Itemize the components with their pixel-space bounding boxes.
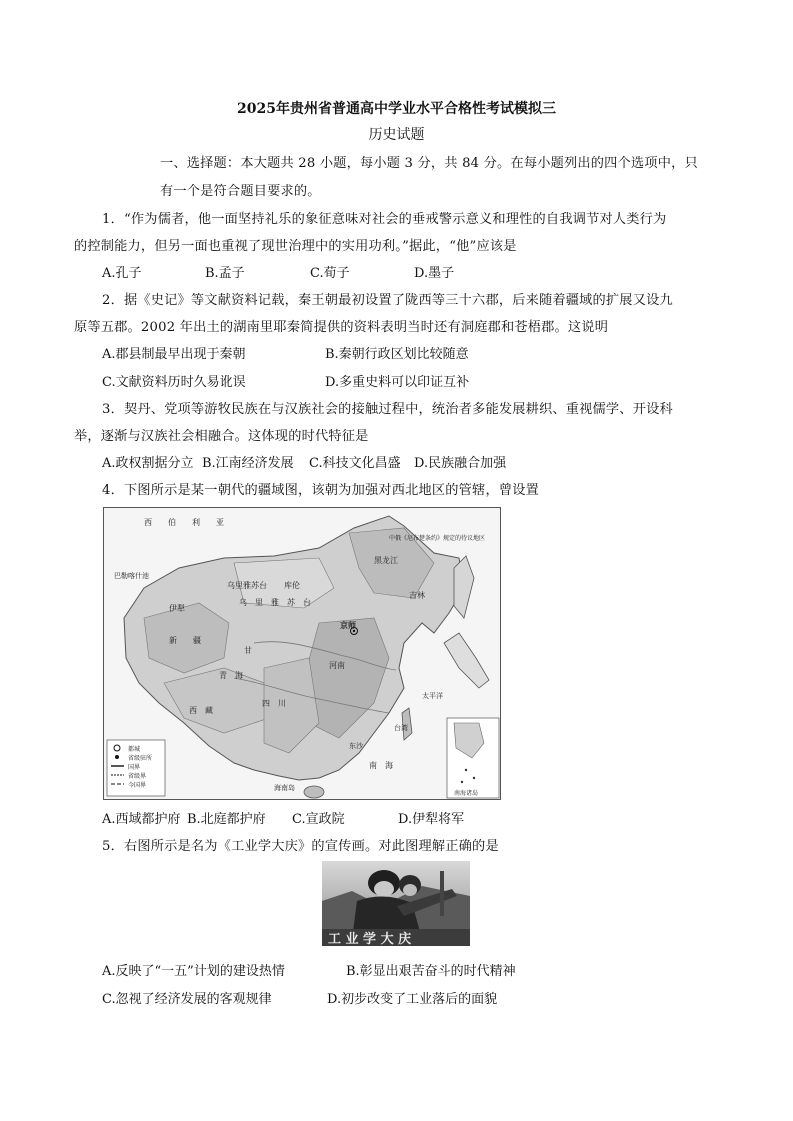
question-4-option-a[interactable]: A.西域都护府 [102,812,181,827]
question-1-stem-1: 1．“作为儒者，他一面坚持礼乐的象征意味对社会的垂戒警示意义和理性的自我调节对人类行为 [102,212,667,227]
question-4-option-d[interactable]: D.伊犁将军 [398,812,465,827]
map-label-wuliyasutai: 乌 里 雅 苏 台 [239,598,311,607]
question-4-stem: 4．下图所示是某一朝代的疆域图，该朝为加强对西北地区的管辖，曾设置 [102,483,539,498]
qing-territory-map [103,507,501,800]
map-label-pacific: 太平洋 [422,692,443,700]
question-2-stem-1: 2．据《史记》等文献资料记载，秦王朝最初设置了陇西等三十六郡，后来随着疆域的扩展又设九 [102,293,673,308]
map-label-taiwan: 台湾 [394,724,408,732]
legend-province-border: 省级界 [128,773,147,780]
instructions-line-1: 一、选择题：本大题共 28 小题，每小题 3 分，共 84 分。在每小题列出的四个选项中，只 [160,156,698,171]
question-3-option-c[interactable]: C.科技文化昌盛 [309,456,401,471]
map-label-henan: 河南 [329,661,345,670]
map-label-xizang: 西 藏 [189,706,213,715]
question-2-option-a[interactable]: A.郡县制最早出现于秦朝 [102,347,246,362]
question-5-option-b[interactable]: B.彰显出艰苦奋斗的时代精神 [346,964,516,979]
map-label-jilin: 吉林 [409,591,425,600]
map-label-yili: 伊犁 [169,604,185,613]
legend-border: 国界 [128,764,141,771]
question-5-option-a[interactable]: A.反映了“一五”计划的建设热情 [102,964,285,979]
map-label-gansu: 甘 [244,646,252,655]
legend-coast: 今国界 [128,782,147,789]
map-label-heilongjiang: 黑龙江 [374,556,398,565]
map-label-beijing: 京师 [340,621,356,630]
question-1-option-a[interactable]: A.孔子 [102,266,142,281]
map-label-nanhai: 南 海 [369,761,393,770]
question-3-stem-1: 3．契丹、党项等游牧民族在与汉族社会的接触过程中，统治者多能发展耕织、重视儒学、开设科 [102,402,673,417]
question-3-option-a[interactable]: A.政权割据分立 [102,456,194,471]
map-label-treaty: 中俄《尼布楚条约》规定的待议地区 [389,535,486,542]
question-5-option-d[interactable]: D.初步改变了工业落后的面貌 [327,992,498,1007]
question-3-option-d[interactable]: D.民族融合加强 [414,456,507,471]
question-1-option-b[interactable]: B.孟子 [205,266,245,281]
question-1-option-d[interactable]: D.墨子 [414,266,455,281]
legend-province: 省级驻所 [128,755,153,762]
map-label-uliastai: 乌里雅苏台 [227,581,267,590]
question-2-option-c[interactable]: C.文献资料历时久易讹误 [102,375,246,390]
map-label-kulun: 库伦 [284,581,300,590]
question-4-option-c[interactable]: C.宣政院 [292,812,345,827]
legend-capital: 都城 [128,746,141,753]
question-4-option-b[interactable]: B.北庭都护府 [187,812,266,827]
map-label-sichuan: 四 川 [262,699,286,708]
poster-caption: 工 业 学 大 庆 [328,932,412,946]
instructions-line-2: 有一个是符合题目要求的。 [160,184,321,199]
inset-label: 南海诸岛 [454,790,479,797]
map-label-hainan: 海南岛 [274,784,295,792]
question-1-stem-2: 的控制能力，但另一面也重视了现世治理中的实用功利。”据此，“他”应该是 [74,239,517,254]
map-label-balkhash: 巴勒喀什池 [114,572,149,580]
question-5-stem: 5．右图所示是名为《工业学大庆》的宣传画。对此图理解正确的是 [102,839,499,854]
map-label-siberia: 西 伯 利 亚 [144,518,224,527]
exam-subtitle: 历史试题 [368,127,425,143]
question-5-option-c[interactable]: C.忽视了经济发展的客观规律 [102,992,272,1007]
question-3-option-b[interactable]: B.江南经济发展 [202,456,294,471]
map-label-xinjiang: 新 疆 [169,636,201,645]
exam-title: 2025年贵州省普通高中学业水平合格性考试模拟三 [237,101,556,117]
map-label-qinghai: 青 海 [219,671,243,680]
industry-learn-daqing-poster [322,861,470,946]
question-2-option-d[interactable]: D.多重史料可以印证互补 [325,375,470,390]
question-2-stem-2: 原等五郡。2002 年出土的湖南里耶秦简提供的资料表明当时还有洞庭郡和苍梧郡。这说明 [74,320,609,335]
map-label-dongsha: 东沙 [349,742,363,750]
question-3-stem-2: 举，逐渐与汉族社会相融合。这体现的时代特征是 [74,429,369,444]
question-1-option-c[interactable]: C.荀子 [310,266,350,281]
question-2-option-b[interactable]: B.秦朝行政区划比较随意 [325,347,469,362]
